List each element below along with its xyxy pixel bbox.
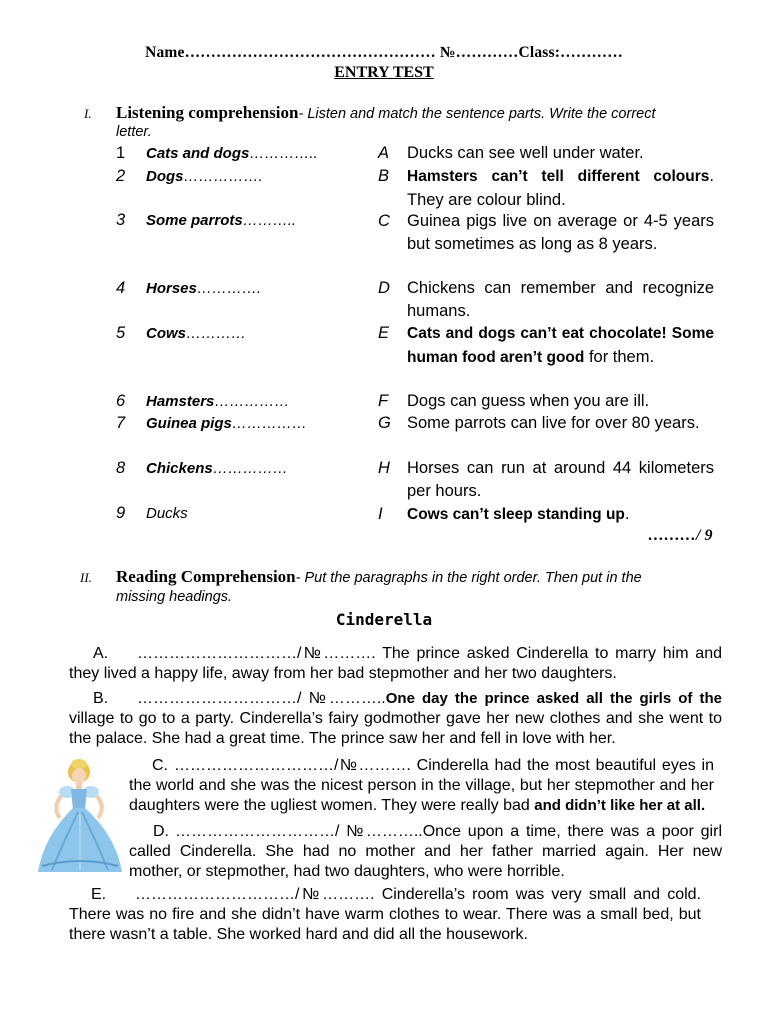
right-item: I Cows can’t sleep standing up. (378, 505, 630, 523)
paragraph-a: A. …………………………/№………. The prince asked Cinderella to marry him and they lived a happy life, away from her bad stepmother and her two daughters. (69, 645, 722, 682)
section1-instruction: - Listen and match the sentence parts. Write the correct (298, 106, 656, 122)
left-item: 2 Dogs……………. (116, 167, 263, 185)
right-item: D Chickens can remember and recognize humans. (378, 279, 714, 320)
left-item: 5 Cows………… (116, 324, 247, 342)
section1-instruction-cont: letter. (116, 124, 152, 140)
page-title: ENTRY TEST (334, 64, 434, 81)
name-class-line: Name………………………………………… №…………Class:………… (145, 44, 623, 61)
right-item: E Cats and dogs can’t eat chocolate! Some human food aren’t good for them. (378, 324, 714, 366)
left-item: 3 Some parrots……….. (116, 211, 297, 229)
right-item: B Hamsters can’t tell different colours. They are colour blind. (378, 167, 714, 209)
left-item: 9 Ducks (116, 504, 188, 522)
right-item: G Some parrots can live for over 80 years. (378, 414, 700, 432)
section2-title: Reading Comprehension (116, 567, 296, 586)
left-item: 1 Cats and dogs………….. (116, 144, 318, 162)
section2-roman: II. (80, 570, 92, 585)
right-item: C Guinea pigs live on average or 4-5 years but sometimes as long as 8 years. (378, 212, 714, 253)
right-item: A Ducks can see well under water. (378, 144, 644, 162)
score-field: ………/ 9 (648, 527, 713, 544)
cinderella-illustration (34, 756, 126, 874)
paragraph-e: E. …………………………/№………. Cinderella’s room was very small and cold. There was no fire and she didn’t have warm clothes to wear. There was a small bed, but there wasn’t a table. She worked hard and did all the housework. (69, 886, 701, 943)
left-item: 7 Guinea pigs…………… (116, 414, 307, 432)
paragraph-c: C. …………………………/№………. Cinderella had the most beautiful eyes in the world and she was the nicest person in the village, but her stepmother and her daughters were the ugliest women. They were really bad and didn’t like her at all. (129, 757, 714, 814)
paragraph-d: D. …………………………/ №………..Once upon a time, there was a poor girl called Cinderella. She had no mother and her father married again. Her new mother, or stepmother, had two daughters, who were horrible. (129, 823, 722, 880)
left-item: 8 Chickens…………… (116, 459, 288, 477)
section1-title: Listening comprehension (116, 103, 299, 122)
right-item: F Dogs can guess when you are ill. (378, 392, 650, 410)
section2-heading (80, 567, 730, 587)
left-item: 4 Horses…………. (116, 279, 262, 297)
right-item: H Horses can run at around 44 kilometers per hours. (378, 459, 714, 500)
story-title: Cinderella (335, 610, 433, 629)
paragraph-b: B. …………………………/ №………..One day the prince asked all the girls of the village to go to a party. Cinderella’s fairy godmother gave her new clothes and she went to the palace. She had a great time. The prince saw her and fell in love with her. (69, 690, 722, 747)
section2-instruction: - Put the paragraphs in the right order. Then put in the (295, 570, 642, 586)
left-item: 6 Hamsters…………… (116, 392, 290, 410)
section1-heading (84, 103, 724, 123)
section1-roman: I. (84, 106, 92, 121)
section2-instruction-cont: missing headings. (116, 589, 233, 605)
